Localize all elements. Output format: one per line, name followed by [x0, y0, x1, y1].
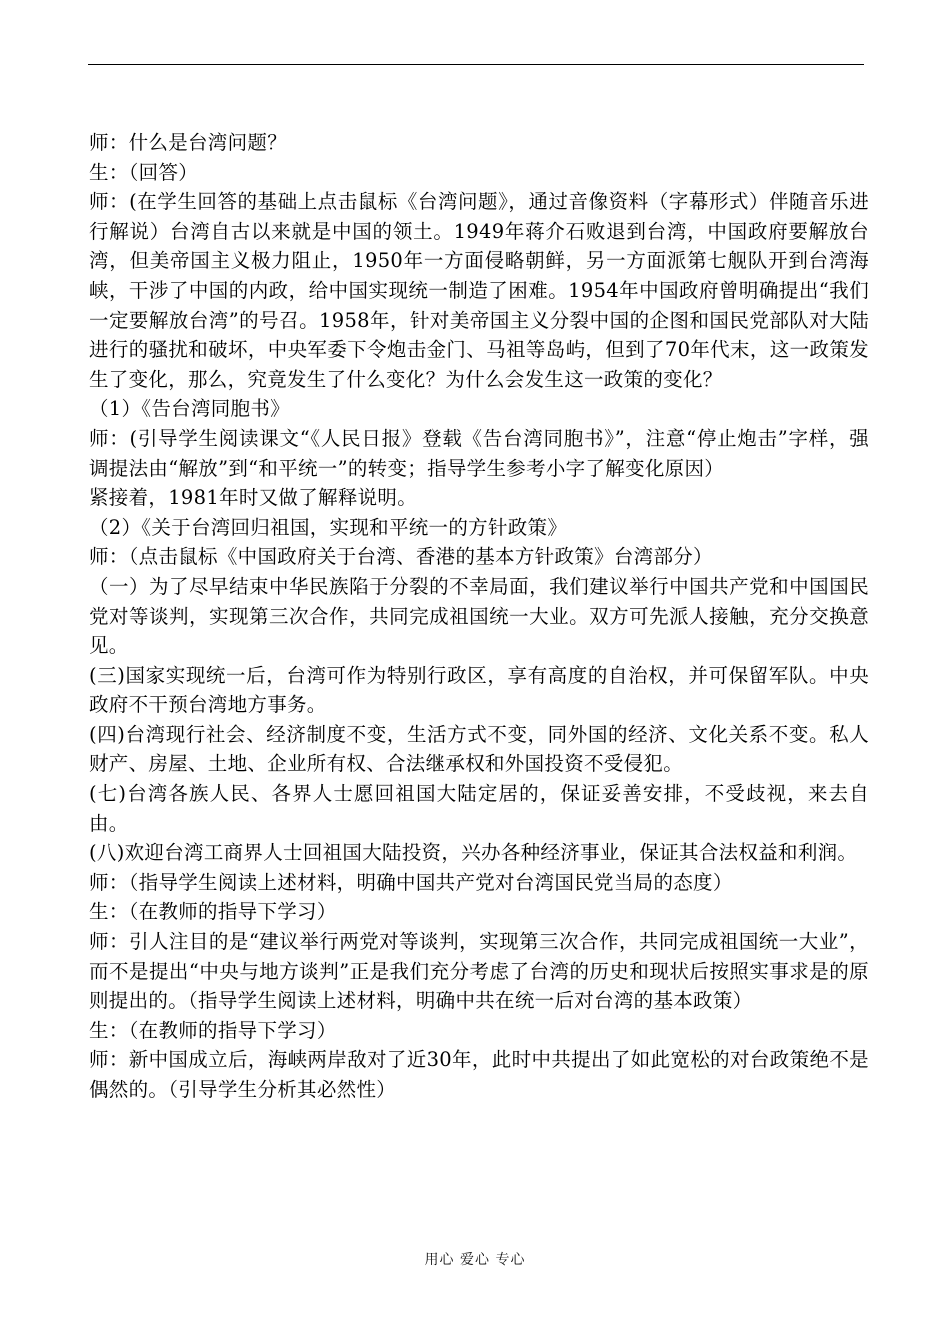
paragraph: (三)国家实现统一后，台湾可作为特别行政区，享有高度的自治权，并可保留军队。中央政府不干预台湾地方事务。: [89, 663, 869, 717]
page-footer: 用心 爱心 专心: [424, 1252, 526, 1268]
paragraph: 师：（指导学生阅读上述材料，明确中国共产党对台湾国民党当局的态度）: [89, 870, 733, 894]
paragraph: （2）《关于台湾回归祖国，实现和平统一的方针政策》: [89, 515, 568, 539]
paragraph: 师：新中国成立后，海峡两岸敌对了近30年，此时中共提出了如此宽松的对台政策绝不是偶然的。（引导学生分析其必然性）: [89, 1048, 869, 1101]
paragraph: (八)欢迎台湾工商界人士回祖国大陆投资，兴办各种经济事业，保证其合法权益和利润。: [89, 841, 858, 865]
paragraph: 紧接着，1981年时又做了解释说明。: [89, 486, 418, 510]
paragraph: (四)台湾现行社会、经济制度不变，生活方式不变，同外国的经济、文化关系不变。私人财产、房屋、土地、企业所有权、合法继承权和外国投资不受侵犯。: [89, 722, 869, 776]
paragraph: (七)台湾各族人民、各界人士愿回祖国大陆定居的，保证妥善安排，不受歧视，来去自由。: [89, 782, 869, 835]
paragraph: 师：(引导学生阅读课文“《人民日报》登载《告台湾同胞书》”，注意“停止炮击”字样，强调提法由“解放”到“和平统一”的转变；指导学生参考小字了解变化原因）: [89, 426, 869, 480]
paragraph: 师：(在学生回答的基础上点击鼠标《台湾问题》，通过音像资料（字幕形式）伴随音乐进行解说）台湾自古以来就是中国的领土。1949年蒋介石败退到台湾，中国政府要解放台湾，但美帝国主义极力阻止，1950年一方面侵略朝鲜，另一方面派第七舰队开到台湾海峡，干涉了中国的内政，给中国实现统一制造了困难。1954年中国政府曾明确提出“我们一定要解放台湾”的号召。1958年，针对美帝国主义分裂中国的企图和国民党部队对大陆进行的骚扰和破坏，中央军委下令炮击金门、马祖等岛屿，但到了70年代末，这一政策发生了变化，那么，究竟发生了什么变化？为什么会发生这一政策的变化？: [89, 190, 869, 391]
header-rule: [88, 64, 864, 65]
paragraph: （1）《告台湾同胞书》: [89, 397, 290, 421]
paragraph: （一）为了尽早结束中华民族陷于分裂的不幸局面，我们建议举行中国共产党和中国国民党对等谈判，实现第三次合作，共同完成祖国统一大业。双方可先派人接触，充分交换意见。: [89, 574, 869, 658]
document-body: [89, 128, 869, 1105]
paragraph: 师：引人注目的是“建议举行两党对等谈判，实现第三次合作，共同完成祖国统一大业”，而不是提出“中央与地方谈判”正是我们充分考虑了台湾的历史和现状后按照实事求是的原则提出的。（指导学生阅读上述材料，明确中共在统一后对台湾的基本政策）: [89, 930, 869, 1013]
paragraph: 生：（回答）: [89, 160, 199, 184]
paragraph: 师：什么是台湾问题？: [89, 131, 288, 154]
paragraph: 师：（点击鼠标《中国政府关于台湾、香港的基本方针政策》台湾部分）: [89, 545, 713, 569]
paragraph: 生：（在教师的指导下学习）: [89, 1018, 337, 1042]
paragraph: 生：（在教师的指导下学习）: [89, 900, 337, 924]
